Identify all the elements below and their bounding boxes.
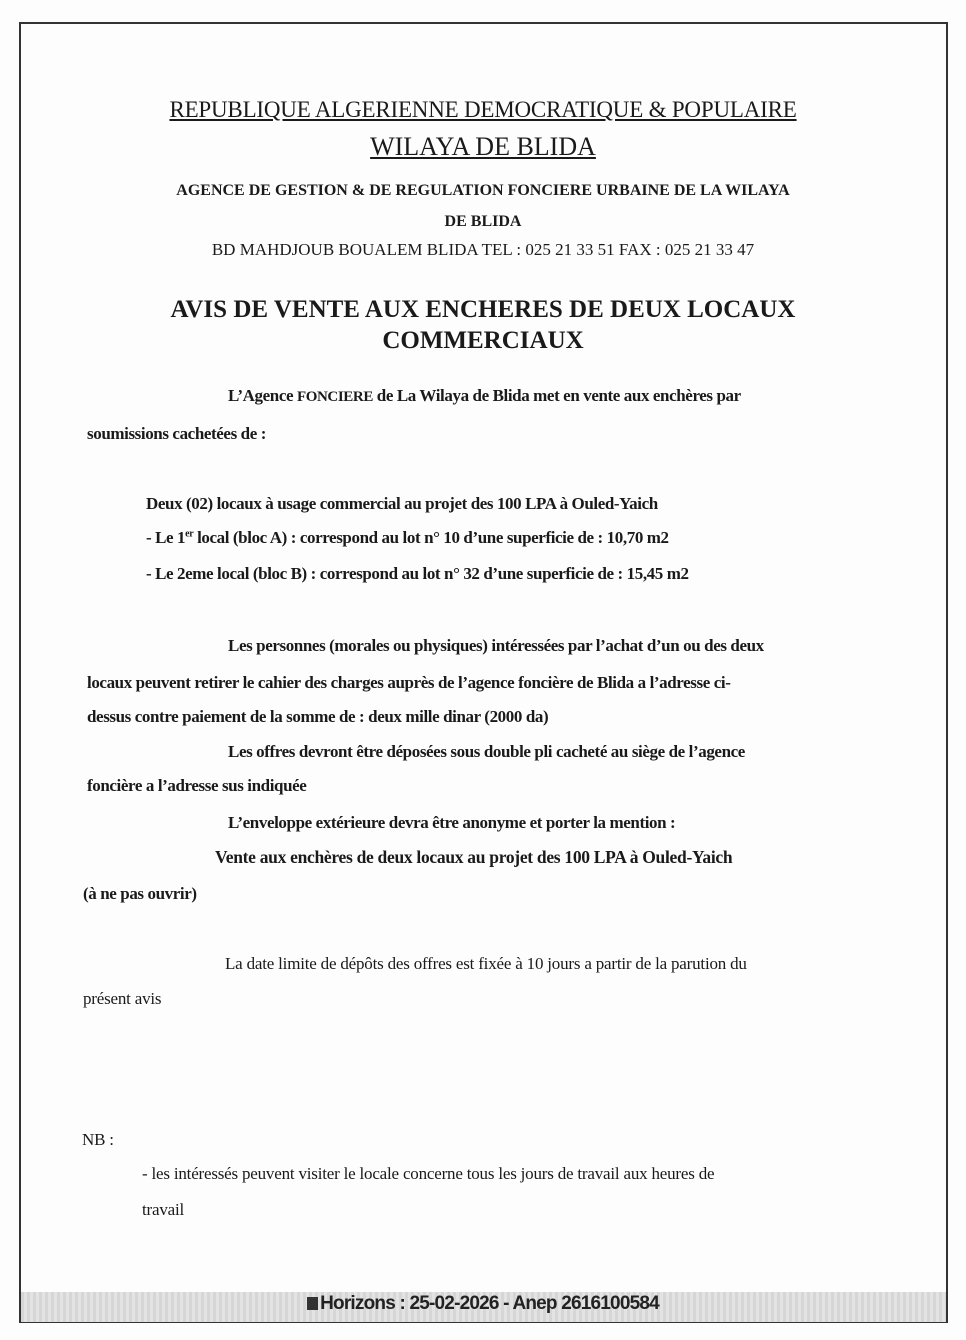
body-p2-line2: foncière a l’adresse sus indiquée [87,776,307,795]
lot-1: - Le 1er local (bloc A) : correspond au lot n° 10 d’une superficie de : 10,70 m2 [146,528,669,547]
nb-line2: travail [142,1200,185,1219]
notice-title-line2: COMMERCIAUX [382,327,584,354]
header-agence-line1: AGENCE DE GESTION & DE REGULATION FONCIERE URBAINE DE LA WILAYA [176,182,790,199]
body-p2-line1: Les offres devront être déposées sous double pli cacheté au siège de l’agence [228,742,745,761]
nb-label: NB : [82,1130,114,1149]
intro-line1: L’Agence FONCIERE de La Wilaya de Blida met en vente aux enchères par [228,386,741,405]
body-p4-line2: présent avis [83,989,162,1008]
body-p1-line3: dessus contre paiement de la somme de : deux mille dinar (2000 da) [87,707,549,726]
header-wilaya: WILAYA DE BLIDA [370,132,596,161]
body-p3-line1: L’enveloppe extérieure devra être anonyme et porter la mention : [228,813,676,832]
body-p4-line1: La date limite de dépôts des offres est fixée à 10 jours a partir de la parution du [225,954,747,973]
body-p1-line1: Les personnes (morales ou physiques) intéressées par l’achat d’un ou des deux [228,636,764,655]
header-republique: REPUBLIQUE ALGERIENNE DEMOCRATIQUE & POPULAIRE [169,97,797,122]
envelope-mention-2: (à ne pas ouvrir) [83,884,197,903]
intro-line2: soumissions cachetées de : [87,424,266,443]
footer-publication: Horizons : 25-02-2026 - Anep 2616100584 [0,1293,966,1315]
header-agence-line2: DE BLIDA [444,213,522,230]
lot-2: - Le 2eme local (bloc B) : correspond au lot n° 32 d’une superficie de : 15,45 m2 [146,564,689,583]
envelope-mention: Vente aux enchères de deux locaux au projet des 100 LPA à Ouled-Yaich [215,847,733,867]
body-p1-line2: locaux peuvent retirer le cahier des charges auprès de l’agence foncière de Blida a l’adresse ci- [87,673,731,692]
nb-line1: - les intéressés peuvent visiter le locale concerne tous les jours de travail aux heures de [142,1164,715,1183]
notice-title-line1: AVIS DE VENTE AUX ENCHERES DE DEUX LOCAUX [170,296,796,323]
lots-heading: Deux (02) locaux à usage commercial au projet des 100 LPA à Ouled-Yaich [146,494,658,513]
square-bullet-icon [307,1297,318,1310]
header-address: BD MAHDJOUB BOUALEM BLIDA TEL : 025 21 33 51 FAX : 025 21 33 47 [211,240,755,259]
